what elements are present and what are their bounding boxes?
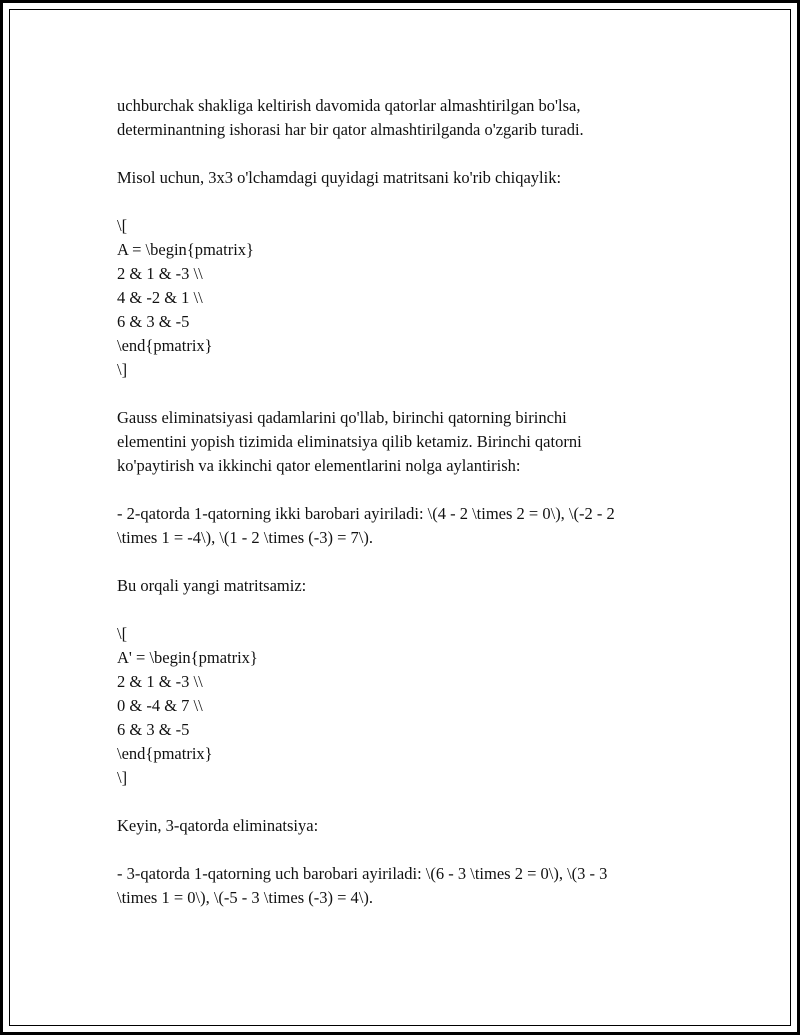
latex-line: 2 & 1 & -3 \\ [117, 264, 203, 283]
paragraph-new-matrix [117, 574, 697, 598]
latex-line: \] [117, 360, 128, 379]
paragraph-gap [117, 478, 697, 502]
matrix-a-prime-block [117, 622, 697, 790]
text-line: determinantning ishorasi har bir qator almashtirilganda o'zgarib turadi. [117, 120, 584, 139]
text-line: \times 1 = 0\), \(-5 - 3 \times (-3) = 4\). [117, 888, 373, 907]
latex-line: 0 & -4 & 7 \\ [117, 696, 203, 715]
text-line: - 3-qatorda 1-qatorning uch barobari ayiriladi: \(6 - 3 \times 2 = 0\), \(3 - 3 [117, 864, 608, 883]
latex-line: A' = \begin{pmatrix} [117, 648, 258, 667]
latex-line: \end{pmatrix} [117, 336, 213, 355]
step-row-2 [117, 502, 697, 550]
paragraph-gap [117, 382, 697, 406]
paragraph-next-step [117, 814, 697, 838]
paragraph-gap [117, 142, 697, 166]
latex-line: 6 & 3 & -5 [117, 720, 190, 739]
text-line: - 2-qatorda 1-qatorning ikki barobari ayiriladi: \(4 - 2 \times 2 = 0\), \(-2 - 2 [117, 504, 615, 523]
paragraph-gap [117, 550, 697, 574]
text-line: uchburchak shakliga keltirish davomida qatorlar almashtirilgan bo'lsa, [117, 96, 581, 115]
paragraph-gauss [117, 406, 697, 478]
latex-line: 6 & 3 & -5 [117, 312, 190, 331]
paragraph-gap [117, 598, 697, 622]
text-line: ko'paytirish va ikkinchi qator elementlarini nolga aylantirish: [117, 456, 521, 475]
paragraph-example-intro [117, 166, 697, 190]
paragraph-gap [117, 790, 697, 814]
text-line: Gauss eliminatsiyasi qadamlarini qo'llab, birinchi qatorning birinchi [117, 408, 567, 427]
latex-line: \[ [117, 624, 128, 643]
text-line: \times 1 = -4\), \(1 - 2 \times (-3) = 7\). [117, 528, 373, 547]
step-row-3 [117, 862, 697, 910]
latex-line: \[ [117, 216, 128, 235]
matrix-a-block [117, 214, 697, 382]
latex-line: 2 & 1 & -3 \\ [117, 672, 203, 691]
text-line: Keyin, 3-qatorda eliminatsiya: [117, 816, 319, 835]
latex-line: \end{pmatrix} [117, 744, 213, 763]
paragraph-gap [117, 838, 697, 862]
paragraph-gap [117, 190, 697, 214]
latex-line: \] [117, 768, 128, 787]
latex-line: A = \begin{pmatrix} [117, 240, 254, 259]
document-body [117, 94, 697, 910]
text-line: elementini yopish tizimida eliminatsiya qilib ketamiz. Birinchi qatorni [117, 432, 582, 451]
paragraph-intro [117, 94, 697, 142]
text-line: Misol uchun, 3x3 o'lchamdagi quyidagi matritsani ko'rib chiqaylik: [117, 168, 562, 187]
latex-line: 4 & -2 & 1 \\ [117, 288, 203, 307]
text-line: Bu orqali yangi matritsamiz: [117, 576, 307, 595]
